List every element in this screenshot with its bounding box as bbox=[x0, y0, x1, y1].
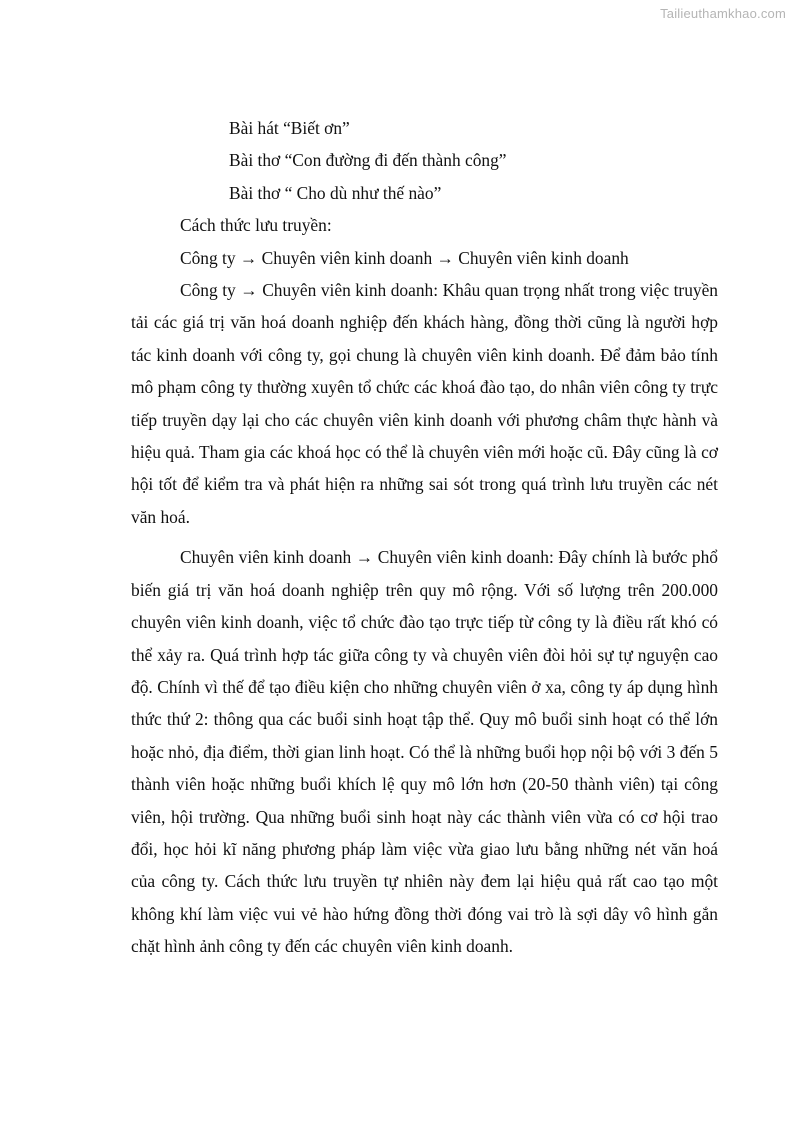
list-item-song: Bài hát “Biết ơn” bbox=[229, 118, 350, 138]
paragraph-company-to-specialist: Công ty → Chuyên viên kinh doanh: Khâu quan trọng nhất trong việc truyền tải các giá trị văn hoá doanh nghiệp đến khách hàng, đồng thời cũng là người hợp tác kinh doanh với công ty, gọi chung là chuyên viên kinh doanh. Để đảm bảo tính mô phạm công ty thường xuyên tổ chức các khoá đào tạo, do nhân viên công ty trực tiếp truyền dạy lại cho các chuyên viên kinh doanh với phương châm thực hành và hiệu quả. Tham gia các khoá học có thể là chuyên viên mới hoặc cũ. Đây cũng là cơ hội tốt để kiểm tra và phát hiện ra những sai sót trong quá trình lưu truyền các nét văn hoá. bbox=[131, 280, 718, 527]
method-heading: Cách thức lưu truyền: bbox=[180, 215, 332, 236]
paragraph-specialist-to-specialist: Chuyên viên kinh doanh → Chuyên viên kinh doanh: Đây chính là bước phổ biến giá trị văn hoá doanh nghiệp trên quy mô rộng. Với số lượng trên 200.000 chuyên viên kinh doanh, việc tổ chức đào tạo trực tiếp từ công ty là điều rất khó có thể xảy ra. Quá trình hợp tác giữa công ty và chuyên viên đòi hỏi sự tự nguyện cao độ. Chính vì thế để tạo điều kiện cho những chuyên viên ở xa, công ty áp dụng hình thức thứ 2: thông qua các buổi sinh hoạt tập thể. Quy mô buổi sinh hoạt có thể lớn hoặc nhỏ, địa điểm, thời gian linh hoạt. Có thể là những buổi họp nội bộ với 3 đến 5 thành viên hoặc những buổi khích lệ quy mô lớn hơn (20-50 thành viên) tại công viên, hội trường. Qua những buổi sinh hoạt này các thành viên vừa có cơ hội trao đổi, học hỏi kĩ năng phương pháp làm việc vừa giao lưu bằng những nét văn hoá của công ty. Cách thức lưu truyền tự nhiên này đem lại hiệu quả rất cao tạo một không khí làm việc vui vẻ hào hứng đồng thời đóng vai trò là sợi dây vô hình gắn chặt hình ảnh công ty đến các chuyên viên kinh doanh. bbox=[131, 547, 718, 957]
list-item-poem-2: Bài thơ “ Cho dù như thế nào” bbox=[229, 182, 442, 203]
watermark-text: Tailieuthamkhao.com bbox=[660, 6, 786, 21]
list-item-poem-1: Bài thơ “Con đường đi đến thành công” bbox=[229, 150, 507, 171]
document-body bbox=[131, 112, 718, 963]
flow-line: Công ty → Chuyên viên kinh doanh → Chuyên viên kinh doanh bbox=[180, 247, 629, 268]
